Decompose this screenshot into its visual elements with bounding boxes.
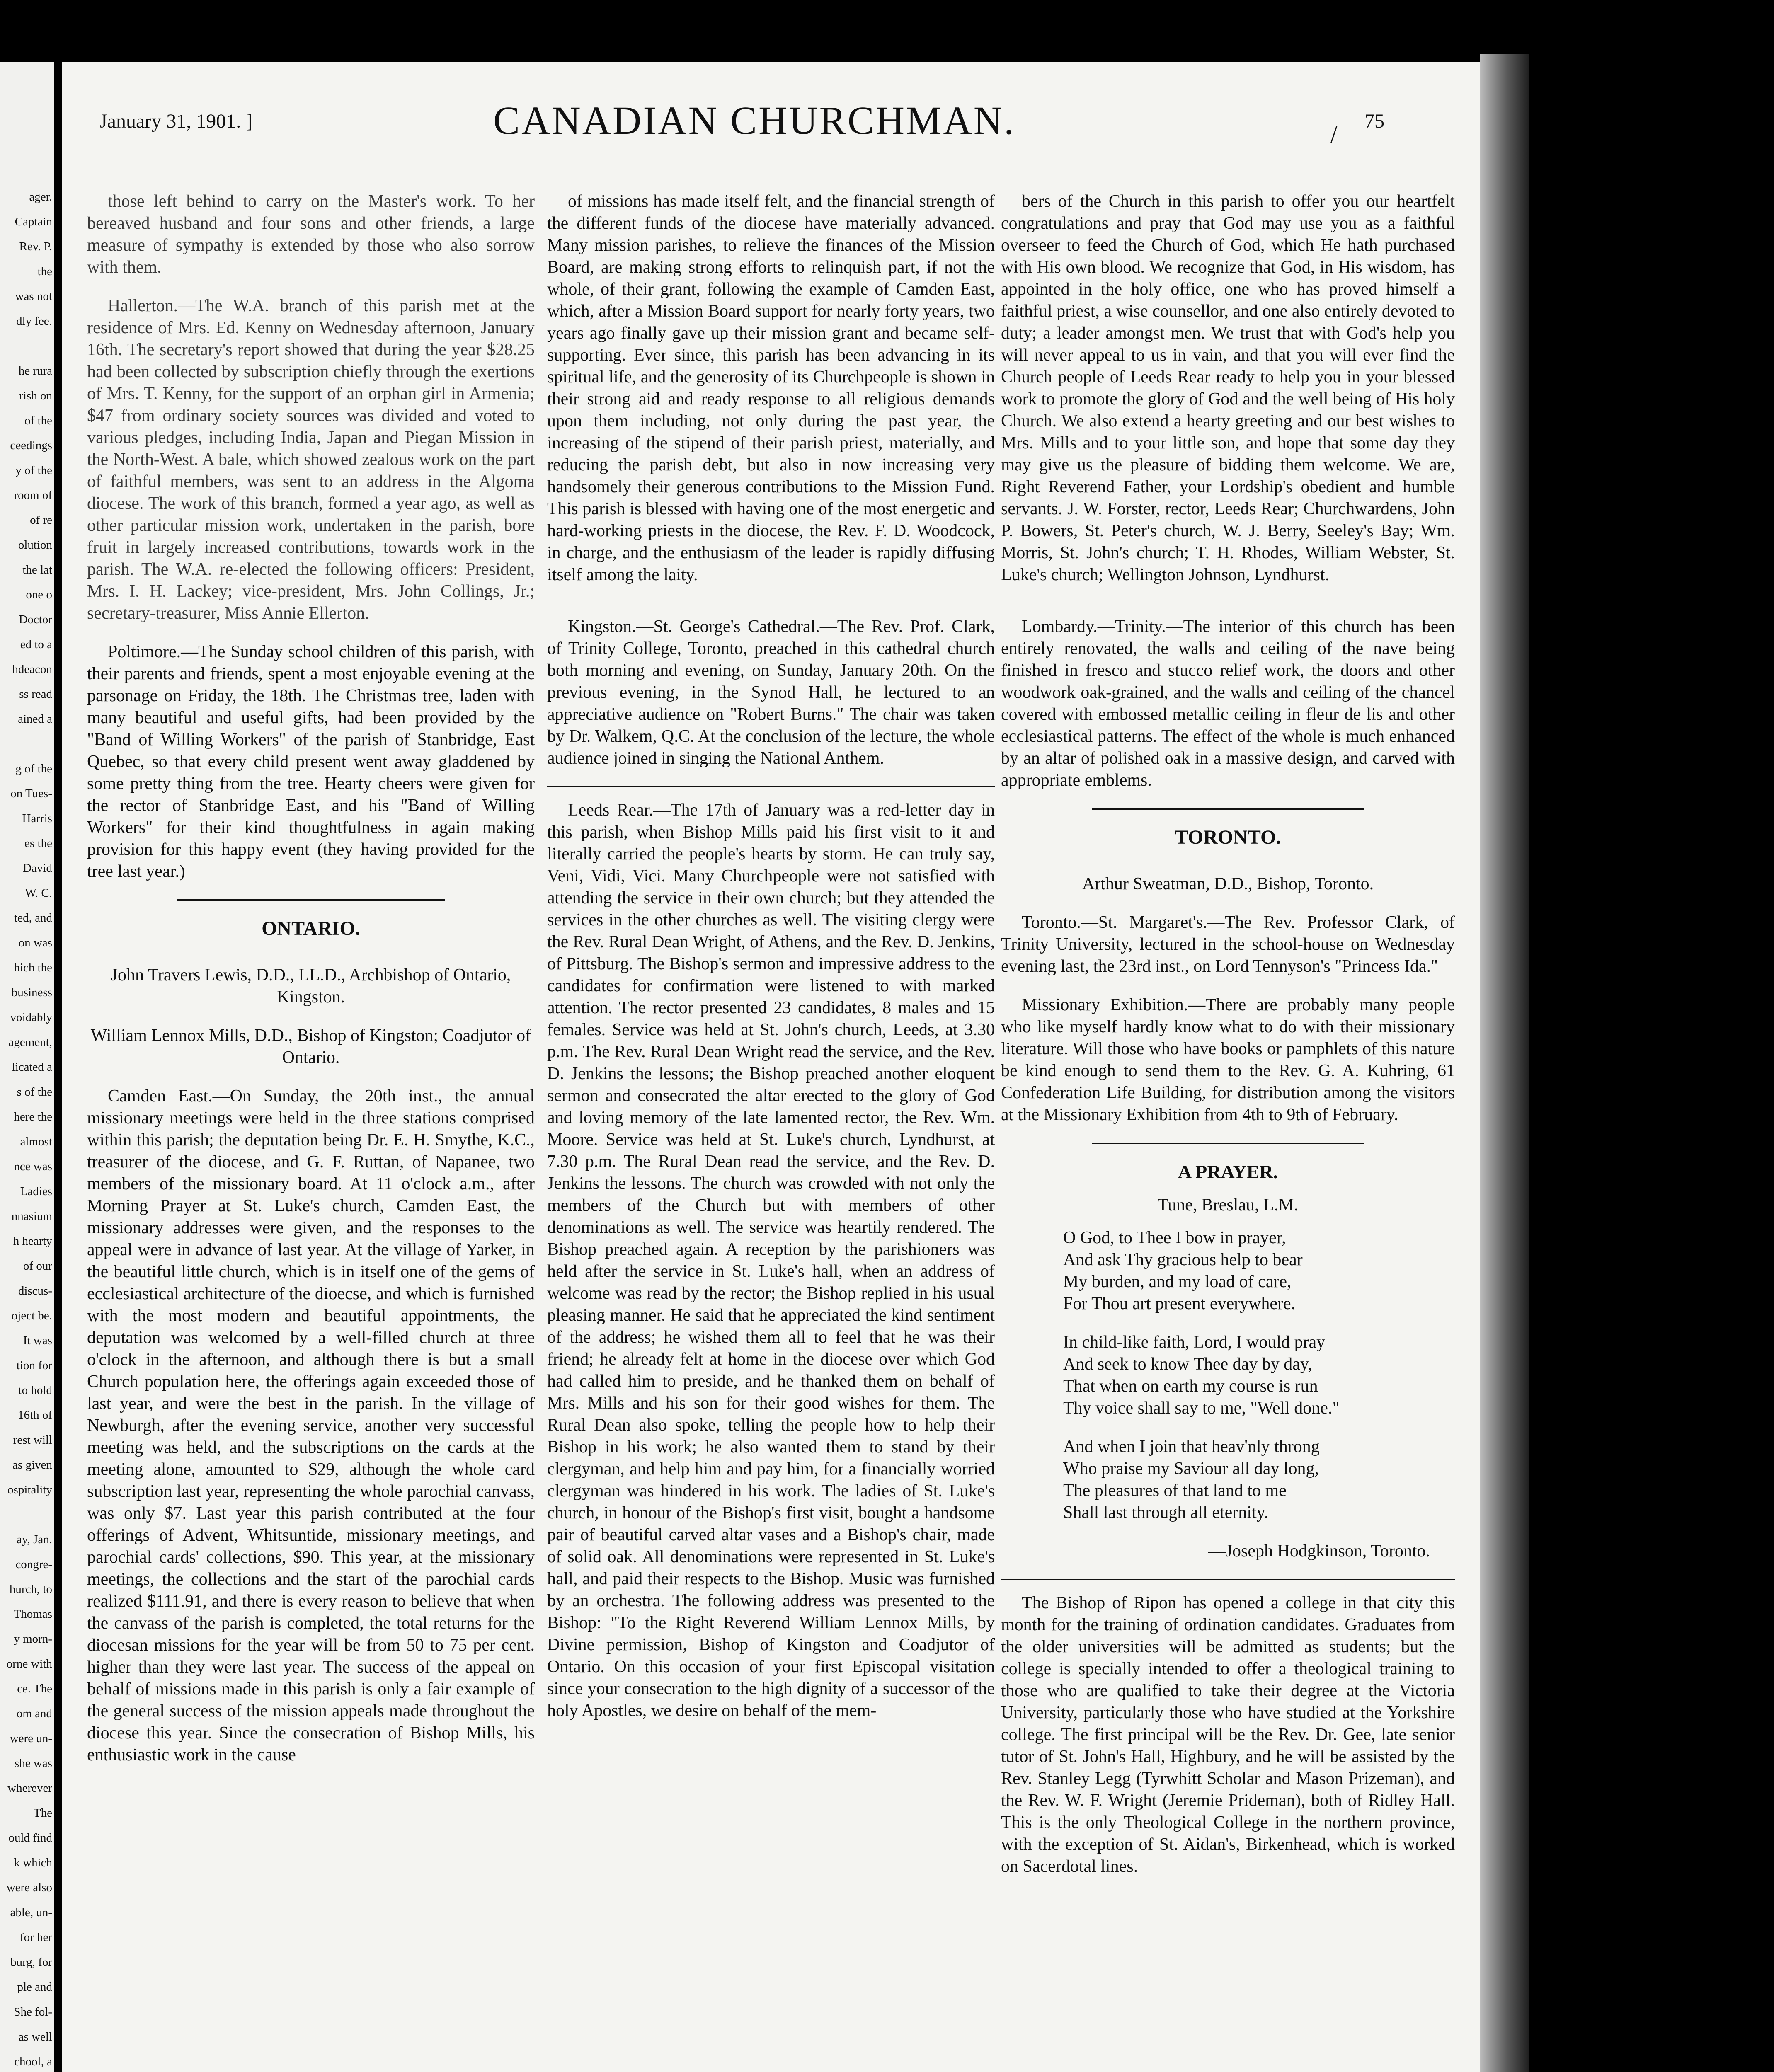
fragment-line: 16th of xyxy=(18,1409,52,1422)
fragment-line: agement, xyxy=(8,1036,52,1049)
poem-stanza xyxy=(1063,1227,1455,1315)
fragment-line: Captain xyxy=(15,215,52,228)
fragment-line: ted, and xyxy=(14,911,52,925)
fragment-line: Thomas xyxy=(13,1607,52,1621)
section-heading-ontario: ONTARIO. xyxy=(262,917,360,939)
fragment-line: David xyxy=(23,862,52,875)
poem-title: A PRAYER. xyxy=(1178,1161,1278,1182)
fragment-line: were also xyxy=(6,1881,52,1894)
fragment-line: as given xyxy=(12,1458,52,1472)
fragment-line: rish on xyxy=(19,389,52,402)
fragment-line: tion for xyxy=(16,1359,52,1372)
fragment-line: orne with xyxy=(6,1657,52,1670)
fragment-line: for her xyxy=(19,1931,52,1944)
fragment-line: hdeacon xyxy=(12,663,52,676)
divider xyxy=(1001,1579,1455,1580)
poem-line: In child-like faith, Lord, I would pray xyxy=(1063,1333,1326,1352)
fragment-line: one o xyxy=(26,588,52,601)
book-spine xyxy=(1480,54,1529,2072)
fragment-line: om and xyxy=(16,1707,52,1720)
fragment-line: of re xyxy=(30,513,52,527)
fragment-line: he rura xyxy=(18,364,52,378)
poem-line: And seek to know Thee day by day, xyxy=(1063,1355,1312,1374)
fragment-line: es the xyxy=(24,837,52,850)
poem-line: O God, to Thee I bow in prayer, xyxy=(1063,1228,1286,1247)
poem-line: Shall last through all eternity. xyxy=(1063,1503,1269,1522)
page-number: 75 xyxy=(1364,110,1384,132)
adjacent-page-fragment xyxy=(0,62,54,2072)
fragment-line: y morn- xyxy=(14,1632,52,1646)
fragment-line: ould find xyxy=(8,1831,52,1844)
poem-stanza xyxy=(1063,1436,1455,1524)
fragment-line: ager. xyxy=(29,190,52,203)
fragment-line: ay, Jan. xyxy=(17,1533,52,1546)
fragment-line: ospitality xyxy=(7,1483,52,1496)
page-header xyxy=(99,87,1384,149)
column-3 xyxy=(1001,191,1455,2072)
fragment-line: dly fee. xyxy=(16,315,52,328)
fragment-line: on was xyxy=(18,936,52,949)
poem-line: That when on earth my course is run xyxy=(1063,1377,1318,1396)
poem-line: The pleasures of that land to me xyxy=(1063,1481,1287,1500)
article-leeds-rear: Leeds Rear.—The 17th of January was a red-letter day in this parish, when Bishop Mills paid his first visit to it and literally carried the people's hearts by storm. He can truly say, Veni, Vidi, Vici. Many Churchpeople were not satisfied with attending the service in their own church; but they attended the services in the other churches as well. The visiting clergy were the Rev. Rural Dean Wright, of Athens, and the Rev. D. Jenkins, of Pittsburg. The Bishop's sermon and impressive address to the candidates for confirmation were listened to with marked attention. The rector presented 23 candidates, 8 males and 15 females. Service was held at St. John's church, Leeds, at 3.30 p.m. The Rev. Rural Dean Wright read the service, and the Rev. D. Jenkins the lessons; the Bishop preached another eloquent sermon and consecrated the altar erected to the glory of God and loving memory of the late lamented rector, the Rev. Wm. Moore. Service was held at St. Luke's church, Lyndhurst, at 7.30 p.m. The Rural Dean read the service, and the Rev. D. Jenkins the lessons. The church was crowded with not only the members of the Church but with members of other denominations as well. The service was heartily rendered. The Bishop preached again. A reception by the parishioners was held after the service in St. Luke's hall, when an address of welcome was read by the rector; the Bishop replied in his usual pleasing manner. He said that he appreciated the kind sentiment of the address; he wished them all to feel that he was their friend; he already felt at home in the diocese over which God had called him to preside, and he thanked them on behalf of Mrs. Mills and his son for their good wishes for them. The Rural Dean also spoke, telling the people how to help their Bishop in his work; he also wanted them to stand by their clergyman, and help him and pay him, for a financially worried clergyman was hindered in his work. The ladies of St. Luke's church, in honour of the Bishop's first visit, bought a handsome pair of beautiful carved altar vases and a Bishop's chair, made of solid oak. All denominations were represented in St. Luke's hall, and paid their respects to the Bishop. Music was furnished by an orchestra. The following address was presented to the Bishop: "To the Right Reverend William Lennox Mills, by Divine permission, Bishop of Kingston and Coadjutor of Ontario. On this occasion of your first Episcopal visitation since your consecration to the high dignity of a successor of the holy Apostles, we desire on behalf of the mem- xyxy=(547,801,995,1720)
fragment-line: olution xyxy=(18,538,52,552)
article-kingston: Kingston.—St. George's Cathedral.—The Rev. Prof. Clark, of Trinity College, Toronto, preached in this cathedral church both morning and evening, on Sunday, January 20th. On the previous evening, in the Synod Hall, he lectured to an appreciative audience on "Robert Burns." The chair was taken by Dr. Walkem, Q.C. At the conclusion of the lecture, the whole audience joined in singing the National Anthem. xyxy=(547,617,995,768)
fragment-line: Ladies xyxy=(20,1185,52,1198)
article-address-continued: bers of the Church in this parish to offer you our heartfelt congratulations and pray that God may use you as a faithful overseer to feed the Church of God, which He hath purchased with His own blood. We recognize that God, in His wisdom, has appointed in the holy office, one who has proved himself a faithful priest, a wise counsellor, and one also entirely devoted to duty; a leader amongst men. We trust that with God's help you will never appeal to us in vain, and that you will ever find the Church people of Leeds Rear ready to help you in your blessed work to promote the glory of God and the well being of His holy Church. We also extend a hearty greeting and our best wishes to Mrs. Mills and to your little son, and hope that some day they may give us the pleasure of bidding them welcome. We are, Right Reverend Father, your Lordship's obedient and humble servants. J. W. Forster, rector, Leeds Rear; Churchwardens, John P. Bowers, St. Peter's church, W. J. Berry, Seeley's Bay; Wm. Morris, St. John's church; T. H. Rhodes, William Webster, St. Luke's church; Wellington Johnson, Lyndhurst. xyxy=(1001,192,1455,584)
section-rule xyxy=(1092,1143,1364,1144)
fragment-line: hurch, to xyxy=(9,1583,52,1596)
masthead-title: CANADIAN CHURCHMAN. xyxy=(493,98,1016,143)
divider xyxy=(547,786,995,787)
article-paragraph: those left behind to carry on the Master's work. To her bereaved husband and four sons and other friends, a large measure of sympathy is extended by those who also sorrow with them. xyxy=(87,192,535,277)
margin-tick-mark: / xyxy=(1330,121,1338,148)
fragment-line: were un- xyxy=(10,1732,52,1745)
poem-line: Who praise my Saviour all day long, xyxy=(1063,1459,1319,1478)
bishop-line: William Lennox Mills, D.D., Bishop of Kingston; Coadjutor of Ontario. xyxy=(90,1026,531,1067)
fragment-line: on Tues- xyxy=(10,787,52,800)
fragment-line: ceedings xyxy=(10,439,52,452)
fragment-line: h hearty xyxy=(13,1234,52,1248)
article-ripon-college: The Bishop of Ripon has opened a college in that city this month for the training of ordination candidates. Graduates from the older universities will be admitted as students; but the college is specially intended to offer a theological training to those who are qualified to take their degree at the Victoria University, particularly those who have studied at the Yorkshire college. The first principal will be the Rev. Dr. Gee, late senior tutor of St. John's Hall, Highbury, and he will be assisted by the Rev. Stanley Legg (Tyrwhitt Scholar and Mason Prizeman), and the Rev. W. F. Wright (Jeremie Prideman), both of Ridley Hall. This is the only Theological College in the northern province, with the exception of St. Aidan's, Birkenhead, which is worked on Sacerdotal lines. xyxy=(1001,1593,1455,1876)
fragment-line: It was xyxy=(23,1334,52,1347)
fragment-line: to hold xyxy=(18,1384,52,1397)
issue-date: January 31, 1901. ] xyxy=(99,110,253,132)
poem xyxy=(1001,1227,1455,1524)
article-missionary-exhibition: Missionary Exhibition.—There are probably many people who like myself hardly know what to do with their missionary literature. Will those who have books or pamphlets of this nature be kind enough to send them to the Rev. G. A. Kuhring, 61 Confederation Life Building, for distribution among the visitors at the Missionary Exhibition from 4th to 9th of February. xyxy=(1001,995,1455,1124)
fragment-line: rest will xyxy=(13,1433,52,1447)
fragment-line: as well xyxy=(18,2030,52,2043)
fragment-line: congre- xyxy=(15,1558,52,1571)
fragment-line: here the xyxy=(14,1110,52,1123)
section-heading-toronto: TORONTO. xyxy=(1175,826,1281,848)
fragment-line: discus- xyxy=(18,1284,52,1297)
poem-attribution: —Joseph Hodgkinson, Toronto. xyxy=(1208,1542,1430,1561)
fragment-line: g of the xyxy=(15,762,52,775)
fragment-line: ple and xyxy=(17,1980,52,1994)
fragment-line: The xyxy=(33,1806,52,1820)
fragment-line: nnasium xyxy=(11,1210,52,1223)
fragment-line: Rev. P. xyxy=(19,240,52,253)
fragment-line: ed to a xyxy=(20,638,52,651)
fragment-line: she was xyxy=(14,1757,52,1770)
poem-line: And when I join that heav'nly throng xyxy=(1063,1437,1320,1456)
poem-tune: Tune, Breslau, L.M. xyxy=(1157,1196,1299,1215)
article-paragraph: of missions has made itself felt, and the financial strength of the different funds of the diocese have materially advanced. Many mission parishes, to relieve the finances of the Mission Board, are making strong efforts to relinquish part, if not the whole, of their grant, following the example of Camden East, which, after a Mission Board support for nearly forty years, two years ago finally gave up their mission grant and became self-supporting. Ever since, this parish has been advancing in its spiritual life, and the generosity of its Churchpeople is shown in their strong aid and ready response to all religious demands upon them including, not only during the past year, the increasing of the stipend of their parish priest, materially, and reducing the parish debt, but also in now increasing very handsomely their generous contributions to the Mission Fund. This parish is blessed with having one of the most energetic and hard-working priests in the diocese, the Rev. F. D. Woodcock, in charge, and the enthusiasm of the leader is rapidly diffusing itself among the laity. xyxy=(547,192,995,584)
fragment-line: licated a xyxy=(12,1060,52,1074)
fragment-line: ss read xyxy=(19,687,52,701)
fragment-line: oject be. xyxy=(11,1309,52,1322)
poem-line: And ask Thy gracious help to bear xyxy=(1063,1250,1303,1269)
fragment-line: hich the xyxy=(14,961,52,974)
fragment-line: the xyxy=(37,265,52,278)
article-camden-east: Camden East.—On Sunday, the 20th inst., the annual missionary meetings were held in the three stations comprised within this parish; the deputation being Dr. E. H. Smythe, K.C., treasurer of the diocese, and G. F. Ruttan, of Napanee, two members of the missionary board. At 11 o'clock a.m., after Morning Prayer at St. Luke's church, Camden East, the missionary addresses were given, and the responses to the appeal were in advance of last year. At the village of Yarker, in the beautiful little church, which is in itself one of the gems of ecclesiastical architecture of the dioecse, and which is furnished with the most modern and beautiful appointments, the deputation was welcomed by a well-filled church at three o'clock in the afternoon, and although there is but a small Church population here, the offerings again exceeded those of last year, and were the best in the parish. In the village of Newburgh, after the evening service, another very successful meeting was held, and the subscriptions on the cards at the meeting alone, amounted to $29, although the whole card subscription last year, representing the whole parochial canvass, was only $7. Last year this parish contributed at the four offerings of Advent, Whitsuntide, missionary meetings, and parochial cards' collections, $90. This year, at the missionary meetings, the collections and the start of the parochial cards realized $111.91, and there is every reason to believe that when the canvass of the parish is completed, the total returns for the diocesan missions for the year will be from 50 to 75 per cent. higher than they were last year. The success of the appeal on behalf of missions made in this parish is only a fair example of the general success of the mission appeals made throughout the diocese this year. Since the consecration of Bishop Mills, his enthusiastic work in the cause xyxy=(87,1087,535,1765)
fragment-line: room of xyxy=(14,489,52,502)
fragment-line: able, un- xyxy=(10,1906,52,1919)
section-rule xyxy=(1092,808,1364,810)
poem-line: For Thou art present everywhere. xyxy=(1063,1294,1296,1313)
fragment-line: nce was xyxy=(14,1160,52,1173)
column-1 xyxy=(87,191,535,2072)
poem-line: Thy voice shall say to me, "Well done." xyxy=(1063,1399,1340,1418)
fragment-line: k which xyxy=(14,1856,52,1869)
section-rule xyxy=(177,899,445,901)
fragment-line: business xyxy=(11,986,52,999)
fragment-line: ce. The xyxy=(17,1682,52,1695)
poem-stanza xyxy=(1063,1331,1455,1419)
fragment-line: of our xyxy=(23,1259,52,1273)
column-2 xyxy=(547,191,995,2072)
fragment-line: burg, for xyxy=(10,1956,52,1969)
fragment-line: the lat xyxy=(22,563,52,576)
fragment-line: ained a xyxy=(18,712,52,726)
fragment-line: Harris xyxy=(22,812,52,825)
fragment-line: W. C. xyxy=(25,886,52,900)
fragment-line: s of the xyxy=(17,1085,52,1099)
article-st-margarets: Toronto.—St. Margaret's.—The Rev. Professor Clark, of Trinity University, lectured in the school-house on Wednesday evening last, the 23rd inst., on Lord Tennyson's "Princess Ida." xyxy=(1001,913,1455,976)
article-lombardy: Lombardy.—Trinity.—The interior of this church has been entirely renovated, the walls and ceiling of the nave being finished in fresco and stucco relief work, the doors and other woodwork oak-grained, and the walls and ceiling of the chancel covered with embossed metallic ceiling in fleur de lis and other ecclesiastical patterns. The effect of the whole is much enhanced by an altar of polished oak in a massive design, and carved with appropriate emblems. xyxy=(1001,617,1455,790)
article-hallerton: Hallerton.—The W.A. branch of this parish met at the residence of Mrs. Ed. Kenny on Wednesday afternoon, January 16th. The secretary's report showed that during the year $28.25 had been collected by subscription chiefly through the exertions of Mrs. T. Kenny, for the support of an orphan girl in Armenia; $47 from ordinary society sources was divided and voted to various pledges, including India, Japan and Piegan Mission in the North-West. A bale, which showed zealous work on the part of faithful members, was sent to an address in the Algoma diocese. The work of this branch, formed a year ago, as well as other particular mission work, undertaken in the parish, bore fruit in largely increased contributions, towards work in the parish. The W.A. re-elected the following officers: President, Mrs. I. H. Lackey; vice-president, Mrs. John Collings, Jr.; secretary-treasurer, Miss Annie Ellerton. xyxy=(87,296,535,623)
fragment-line: voidably xyxy=(10,1011,52,1024)
article-poltimore: Poltimore.—The Sunday school children of this parish, with their parents and friends, spent a most enjoyable evening at the parsonage on Friday, the 18th. The Christmas tree, laden with many beautiful and useful gifts, had been provided by the "Band of Willing Workers" of the parish of Stanbridge, East Quebec, so that every child present went away gladdened by some pretty thing from the tree. Hearty cheers were given for the rector of Stanbridge East, and his "Band of Willing Workers" for their kind thoughtfulness in again making provision for this happy event (they having provided for the tree last year.) xyxy=(87,642,535,881)
poem-line: My burden, and my load of care, xyxy=(1063,1272,1292,1291)
fragment-line: Doctor xyxy=(19,613,52,626)
fragment-line: almost xyxy=(20,1135,52,1148)
fragment-line: of the xyxy=(24,414,52,427)
archbishop-line: John Travers Lewis, D.D., LL.D., Archbishop of Ontario, Kingston. xyxy=(111,966,511,1007)
fragment-line: She fol- xyxy=(14,2005,52,2019)
fragment-line: chool, a xyxy=(14,2055,52,2068)
bishop-line: Arthur Sweatman, D.D., Bishop, Toronto. xyxy=(1082,874,1374,893)
fragment-line: y of the xyxy=(15,464,52,477)
fragment-line: wherever xyxy=(7,1782,52,1795)
fragment-line: was not xyxy=(15,290,52,303)
